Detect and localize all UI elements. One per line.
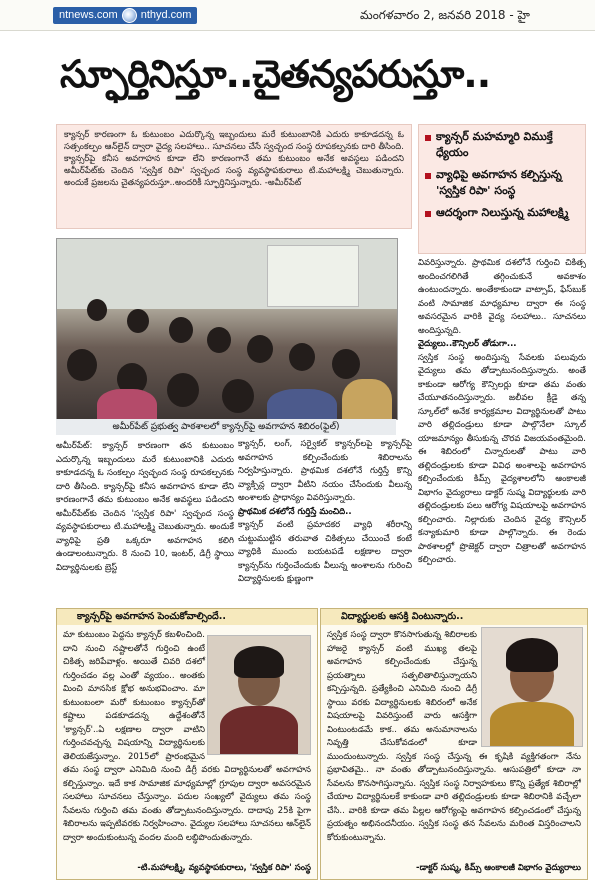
photo-figure [97, 389, 157, 420]
column-2-body: క్యాన్సర్ వంటి ప్రమాదకర వ్యాధి శరీరాన్ని చుట్టుముట్టిన తరువాత చికిత్సలు చేయించే కంటే వ్యాధికి ముందు బయటపడే లక్షణాల ద్వారా క్యాన్సర్‌ను గుర్తించేందుకు వీలున్న అంశాలను గురించి విద్యార్థినులకు క్షుణ్ణంగా [238, 520, 412, 584]
text-wrap-spacer [205, 629, 311, 753]
column-3-intro: వివరిస్తున్నారు. ప్రాథమిక దశలోనే గుర్తించి చికిత్స అందించగలిగితే తగ్గించుకునే అవకాశం ఉంటుందన్నారు. అంతేకాకుండా వాట్సాప్, ఫేస్‌బుక్ వంటి సామాజిక మాధ్యమాల ద్వారా ఈ సంస్థ అవసరమైన వారికి వైద్య సలహాలు.. సూచనలు అందిస్తున్నది. [418, 258, 586, 336]
highlights-box [418, 124, 586, 254]
lead-paragraph: క్యాన్సర్ కారణంగా ఓ కుటుంబం ఎదుర్కొన్న ఇబ్బందులు మరే కుటుంబానికి ఎదురు కాకూడదన్న ఓ సత్సంకల్పం ఆన్‌లైన్ ద్వారా వైద్య సలహాలు.. సూచనలు చేసే స్వచ్ఛంద సంస్థ రూపకల్పనకు దారి తీసింది. క్యాన్సర్‌పై కనీస అవగాహన కూడా లేని కారణంగానే తమ కుటుంబం అనేక అవస్థలు పడిందని అమీర్‌పేట్‌కు చెందిన 'స్వస్తిక రిపా' స్వచ్ఛంద సంస్థ వ్యవస్థాపకురాలు టి.మహాలక్ష్మి చెబుతున్నారు. అందుకే ప్రజలను చైతన్యపరుస్తూ..అందరికీ స్ఫూర్తినిస్తున్నారు. -అమీర్‌పేట్ [56, 124, 412, 229]
photo-board [267, 245, 359, 307]
highlight-text: క్యాన్సర్ మహమ్మారి విముక్తే ధ్యేయం [436, 130, 553, 159]
photo-figure [222, 379, 254, 413]
masthead-bar [0, 0, 595, 31]
founder-quote-body: మా కుటుంబం పెద్దను క్యాన్సర్ కబళించింది. దాని నుంచి నష్టాలతోనే గుర్తించి ఉంటే చికిత్స జరిపేవాళ్లం. అయితే చివరి దశలో గుర్తించడం వల్ల ఎంతో వ్యయం.. అంతకు మించి మానసిక క్షోభ అనుభవించాం. మా కుటుంబంలా మరో కుటుంబం క్యాన్సర్‌తో కష్టాలు పడకూడదన్న ఉద్దేశంతోనే 'క్యాన్సర్'..ఏ లక్షణాల ద్వారా వాటిని గుర్తించవచ్చన్న విషయాన్ని విద్యార్థినులకు తెలియజేస్తున్నాం. 2015లో ప్రారంభమైన తమ సంస్థ ద్వారా ఎనిమిది నుంచి డిగ్రీ వరకు విద్యార్థినులతో అవగాహన కల్పిస్తున్నాం. ఇదే కాక సామాజిక మాధ్యమాల్లో గ్రూపుల ద్వారా అవసరమైన సలహాలు సూచనలు చేస్తున్నాం. పదుల సంఖ్యలో వైద్యులు తమ సంస్థ సేవలను గుర్తించి తమ వంతు తోడ్పాటునందిస్తున్నారు. దాదాపు 25కి పైగా శిబిరాలను ఇప్పటివరకు నిర్వహించాం. వైద్యుల సలహాలు సూచనలు ఆన్‌లైన్ ద్వారా అందుకుంటున్న వందల మంది లబ్ధిపొందుతున్నారు. [63, 630, 311, 843]
column-3-subheading: వైద్యులు..కౌన్సిలర్ తోడుగా... [418, 339, 517, 349]
square-bullet-icon [425, 135, 431, 141]
doctor-signature: -డాక్టర్ సుష్మ, కిమ్స్ ఆంకాలజీ విభాగం వైద్యురాలు [416, 863, 581, 873]
site-brand[interactable] [53, 7, 197, 24]
photo-figure [87, 299, 107, 321]
square-bullet-icon [425, 173, 431, 179]
photo-figure [67, 349, 97, 381]
site-name-2: nthyd.com [140, 9, 192, 21]
site-name-1: ntnews.com [59, 9, 118, 21]
photo-figure [289, 343, 315, 371]
article-column-1: అమీర్‌పేట్: క్యాన్సర్ కారణంగా తన కుటుంబం ఎదుర్కొన్న ఇబ్బందులు మరే కుటుంబానికి ఎదురు కాకూడదన్న ఓ సంకల్పం స్వచ్ఛంద సంస్థ రూపకల్పనకు దారి తీసింది. క్యాన్సర్‌పై కనీస అవగాహన కూడా లేని కారణంగానే తమ కుటుంబం అనేక అవస్థలు పడిందని అమీర్‌పేట్‌కు చెందిన 'స్వస్తిక రిపా' స్వచ్ఛంద సంస్థ వ్యవస్థాపకురాలు టి.మహాలక్ష్మి చెబుతున్నారు. అందుకే వ్యాధిపై ప్రతి ఒక్కరూ అవగాహన కలిగి ఉండాలంటున్నారు. 8 నుంచి 10, ఇంటర్, డిగ్రీ స్థాయి విద్యార్థినులకు బ్రెస్ట్ [56, 441, 234, 573]
founder-signature: -టి.మహాలక్ష్మి, వ్యవస్థాపకురాలు, 'స్వస్తిక రిపా' సంస్థ [137, 863, 311, 873]
founder-quote-box [56, 608, 318, 880]
classroom-photo [56, 238, 398, 420]
headline: స్ఫూర్తినిస్తూ..చైతన్యపరుస్తూ.. [60, 52, 491, 96]
column-2-intro: క్యాన్సర్, లంగ్, సర్వైకల్ క్యాన్సర్‌లపై క్యాన్సర్‌పై అవగాహన కల్పించేందుకు శిబిరాలను నిర్వహిస్తున్నారు. ప్రాథమిక దశలోనే గుర్తిస్తే కొన్ని వ్యాక్సిన్ల ద్వారా వీటిని నయం చేసేందుకు వీలున్న అంశాలకు ప్రాధాన్యం వివరిస్తున్నారు. [238, 439, 412, 503]
highlight-text: ఆదర్శంగా నిలుస్తున్న మహాలక్ష్మి [436, 206, 569, 219]
photo-figure [167, 373, 199, 407]
edition-date: మంగళవారం 2, జనవరి 2018 - హై [360, 8, 530, 22]
square-bullet-icon [425, 211, 431, 217]
photo-figure [342, 379, 392, 420]
highlight-text: వ్యాధిపై అవగాహన కల్పిస్తున్న 'స్వస్తిక రిపా' సంస్థ [436, 168, 562, 197]
doctor-quote-box [320, 608, 588, 880]
text-wrap-spacer [477, 629, 581, 747]
photo-figure [267, 389, 337, 420]
globe-icon [122, 8, 137, 23]
photo-figure [169, 317, 193, 343]
doctor-quote-body: స్వస్తిక సంస్థ ద్వారా కొనసాగుతున్న శిబిరాలకు హాజరై క్యాన్సర్ వంటి ముఖ్య తలపై అవగాహన కల్పించేందుకు చేస్తున్న ప్రయత్నాలు సత్ఫలితాలిస్తున్నాయని కన్పిస్తున్నది. ప్రత్యేకించి ఎనిమిది నుంచి డిగ్రీ స్థాయి వరకు విద్యార్థినులకు శిబిరంలో అనేక విషయాలపై వివరిస్తుంటే వారు ఆసక్తిగా వింటుంటడమే కాక.. తమ అనుమానాలను నివృత్తి చేసుకోవడంలో కూడా ముందుంటున్నారు. స్వస్తిక సంస్థ చేస్తున్న ఈ కృషికి వ్యక్తిగతంగా నేను ప్రభావితమై.. నా వంతు తోడ్పాటునందిస్తున్నాను. ఆసుపత్రిలో కూడా నా సేవలను కొనసాగిస్తున్నాను. స్వస్తిక సంస్థ నిర్వాహకులు కొన్ని ప్రత్యేక శిబిరాల్లో చేయాల విద్యార్థినులకే కాకుండా వారి తల్లిదండ్రులకు కూడా శిబిరానికి వచ్చేలా చేసి.. వారికి కూడా తమ పిల్లల ఆరోగ్యంపై అవగాహన కల్పించడంలో చేస్తున్న ప్రయత్నం అభినందనీయం. స్వస్తిక సంస్థ తన సేవలను మరింత విస్తరించాలని కోరుకుంటున్నాను. [327, 630, 581, 843]
photo-figure [332, 349, 360, 379]
doctor-quote-heading: విద్యార్థులకు ఆసక్తి వింటున్నారు.. [321, 609, 587, 625]
founder-quote-heading: క్యాన్సర్‌పై అవగాహన పెంచుకోవాల్సిందే.. [57, 609, 317, 625]
article-column-2 [238, 438, 412, 603]
column-2-subheading: ప్రాథమిక దశలోనే గుర్తిస్తే మంచిది.. [238, 506, 352, 517]
photo-figure [207, 327, 231, 353]
highlight-item [425, 205, 579, 221]
article-column-3 [418, 257, 586, 602]
photo-figure [127, 309, 149, 333]
photo-caption: అమీర్‌పేట్ ప్రభుత్వ పాఠశాలలో క్యాన్సర్‌పై అవగాహన శిబిరం(ఫైల్) [56, 419, 396, 435]
column-3-body: స్వస్తిక సంస్థ అందిస్తున్న సేవలకు పలువురు వైద్యులు తమ తోడ్పాటునందిస్తున్నారు. అంతే కాకుండా ఆరోగ్య కౌన్సిలర్లు కూడా తమ వంతు చేయూతనందిస్తున్నారు. జలీవల క్రీడై తన్న స్కూల్‌లో అనేక కార్యక్రమాల విద్యార్థినులతో పాటు వారి తల్లిదండ్రులు కూడా పాల్గొనేలా స్కూల్ యాజమాన్యం తీసుకున్న చొరవ విజయవంతమైంది. ఈ శిబిరంలో చిన్నారులతో పాటు వారి తల్లిదండ్రులకు కూడా వివిధ అంశాలపై అవగాహన కల్పించేందుకు కిమ్స్ వైద్యశాలలోని ఆంకాలజీ విభాగం వైద్యురాలు డాక్టర్ సుష్మ విద్యార్థులకు వారి తల్లిదండ్రులకు పలు ఆరోగ్య విషయాలపై అవగాహన కల్పించారు. నిల్లారుకు చెందిన వైద్య కౌన్సిలర్ కన్యాకుమారి కూడా పాల్గొన్నారు. ఈ రెండు పాఠశాలల్లో ప్రొజెక్టర్ ద్వారా చిత్రాలతో అవగాహన కల్పించారు. [418, 352, 586, 565]
highlight-item [425, 167, 579, 199]
photo-figure [247, 335, 273, 363]
highlight-item [425, 129, 579, 161]
